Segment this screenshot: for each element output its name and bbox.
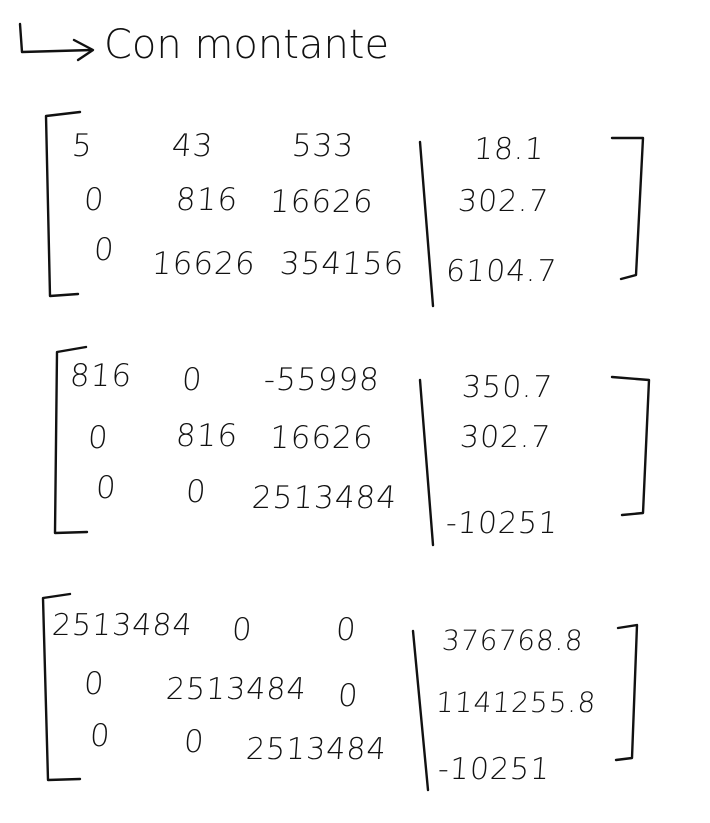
matrix-1-rhs: 302.7 (456, 184, 551, 219)
matrix-1-rhs: 18.1 (472, 132, 547, 167)
matrix-1-divider (420, 142, 433, 306)
matrix-1-cell: 16626 (150, 246, 257, 282)
arrow-head-icon (74, 40, 93, 60)
matrix-3-rhs: 376768.8 (440, 624, 585, 657)
matrix-2-rhs: 302.7 (458, 420, 553, 455)
matrix-2-cell: 816 (68, 358, 134, 394)
matrix-2-rhs: -10251 (444, 506, 560, 541)
matrix-3-cell: 0 (182, 724, 206, 760)
matrix-3-rhs: 1141255.8 (434, 686, 598, 719)
matrix-2-cell: 0 (184, 474, 208, 510)
matrix-2-cell: 0 (86, 420, 110, 456)
matrix-3-cell: 0 (88, 718, 112, 754)
matrix-1-rhs: 6104.7 (444, 254, 559, 289)
matrix-1-cell: 354156 (278, 246, 406, 282)
matrix-2-cell: -55998 (262, 362, 382, 398)
matrix-3-divider (413, 631, 428, 790)
matrix-3-right-bracket (616, 625, 637, 760)
matrix-2-cell: 16626 (268, 420, 375, 456)
matrix-3-cell: 2513484 (164, 672, 308, 707)
matrix-1-right-bracket (612, 138, 643, 279)
matrix-1-cell: 816 (174, 182, 240, 218)
matrix-1-cell: 0 (82, 182, 106, 218)
matrix-2-cell: 0 (94, 470, 118, 506)
matrix-2-divider (420, 380, 433, 545)
matrix-3-cell: 0 (334, 612, 358, 648)
matrix-2-cell: 0 (180, 362, 204, 398)
matrix-3-cell: 2513484 (244, 732, 388, 767)
matrix-3-cell: 2513484 (50, 608, 194, 643)
matrix-1-cell: 5 (70, 128, 94, 164)
matrix-3-cell: 0 (82, 666, 106, 702)
matrix-2-cell: 816 (174, 418, 240, 454)
matrix-2-cell: 2513484 (250, 480, 399, 516)
arrow-icon (20, 24, 92, 52)
matrix-1-cell: 0 (92, 232, 116, 268)
page-heading: Con montante (104, 22, 390, 68)
matrix-1-cell: 43 (170, 128, 215, 164)
matrix-1-cell: 533 (290, 128, 356, 164)
matrix-3-cell: 0 (230, 612, 254, 648)
matrix-3-rhs: -10251 (436, 752, 552, 787)
matrix-2-rhs: 350.7 (460, 370, 555, 405)
matrix-3-cell: 0 (336, 678, 360, 714)
matrix-2-right-bracket (612, 377, 649, 515)
matrix-1-cell: 16626 (268, 184, 375, 220)
